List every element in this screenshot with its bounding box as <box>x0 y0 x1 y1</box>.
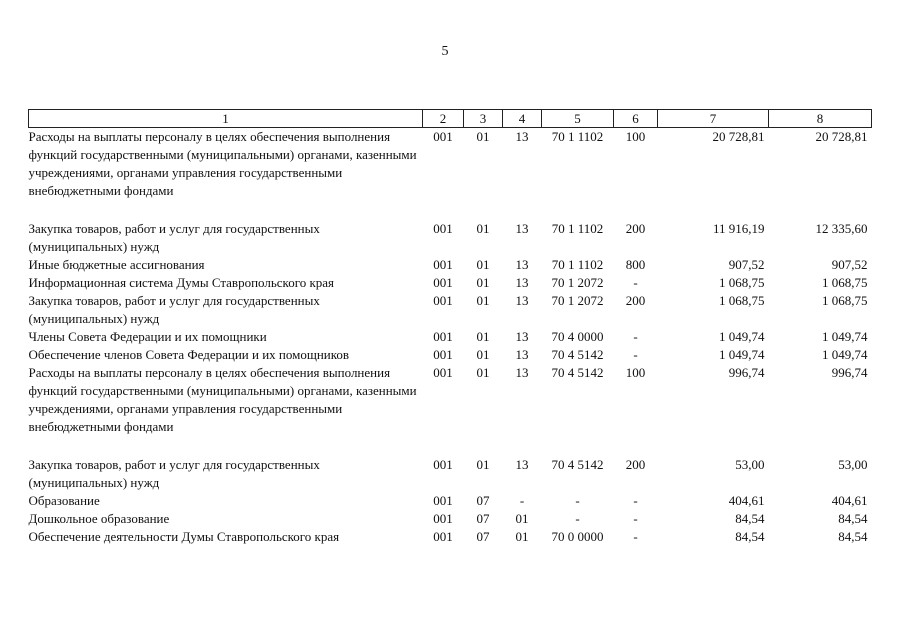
row-name-cell: Члены Совета Федерации и их помощники <box>28 329 267 344</box>
col3-cell: 07 <box>476 529 490 544</box>
col7-amount-cell: 84,54 <box>735 529 765 544</box>
col4-cell: 01 <box>515 529 529 544</box>
col8-amount-cell: 1 049,74 <box>822 347 868 362</box>
col8-amount-cell: 907,52 <box>831 257 868 272</box>
col3-cell: 01 <box>476 275 490 290</box>
col6-cell: - <box>633 529 638 544</box>
column-header: 7 <box>658 110 769 128</box>
col2-cell: 001 <box>433 457 453 472</box>
table-row <box>29 256 872 274</box>
col2-cell: 001 <box>433 221 453 236</box>
col2-cell: 001 <box>433 365 453 380</box>
col6-cell: 200 <box>625 221 646 236</box>
col4-cell: 13 <box>515 347 529 362</box>
col5-cell: 70 1 2072 <box>551 293 604 308</box>
col5-cell: 70 4 0000 <box>551 329 604 344</box>
row-name-cell: Расходы на выплаты персоналу в целях обеспечения выполнения функций государственными (муниципальными) органами, казенными учреждениями, органами управления государственными внебюджетными фондами <box>28 365 417 434</box>
col7-amount-cell: 1 068,75 <box>719 275 765 290</box>
col3-cell: 01 <box>476 329 490 344</box>
col5-cell: 70 0 0000 <box>551 529 604 544</box>
col3-cell: 01 <box>476 221 490 236</box>
col4-cell: 13 <box>515 329 529 344</box>
col4-cell: 13 <box>515 275 529 290</box>
col6-cell: 100 <box>625 129 646 144</box>
col3-cell: 01 <box>476 257 490 272</box>
budget-table <box>28 109 872 546</box>
col6-cell: 800 <box>625 257 646 272</box>
column-header: 5 <box>542 110 614 128</box>
table-row <box>29 128 872 221</box>
row-name-cell: Обеспечение деятельности Думы Ставропольского края <box>28 529 340 544</box>
col6-cell: - <box>633 493 638 508</box>
col5-cell: 70 1 1102 <box>551 221 604 236</box>
col4-cell: 13 <box>515 221 529 236</box>
row-name-cell: Обеспечение членов Совета Федерации и их помощников <box>28 347 350 362</box>
row-name-cell: Закупка товаров, работ и услуг для государственных (муниципальных) нужд <box>28 457 320 490</box>
column-header: 8 <box>769 110 872 128</box>
col7-amount-cell: 11 916,19 <box>712 221 765 236</box>
col5-cell: 70 4 5142 <box>551 347 604 362</box>
col7-amount-cell: 996,74 <box>728 365 765 380</box>
table-row <box>29 220 872 256</box>
page-number: 5 <box>441 44 449 59</box>
col2-cell: 001 <box>433 493 453 508</box>
col4-cell: 13 <box>515 457 529 472</box>
col2-cell: 001 <box>433 511 453 526</box>
col3-cell: 01 <box>476 365 490 380</box>
row-name-cell: Закупка товаров, работ и услуг для государственных (муниципальных) нужд <box>28 293 320 326</box>
table-header-row <box>29 110 872 128</box>
col5-cell: - <box>575 493 580 508</box>
col2-cell: 001 <box>433 293 453 308</box>
col2-cell: 001 <box>433 329 453 344</box>
row-name-cell: Иные бюджетные ассигнования <box>28 257 205 272</box>
col8-amount-cell: 84,54 <box>838 511 868 526</box>
col7-amount-cell: 84,54 <box>735 511 765 526</box>
row-name-cell: Информационная система Думы Ставропольского края <box>28 275 335 290</box>
col3-cell: 07 <box>476 493 490 508</box>
table-row <box>29 364 872 456</box>
col2-cell: 001 <box>433 275 453 290</box>
col4-cell: 13 <box>515 365 529 380</box>
col2-cell: 001 <box>433 529 453 544</box>
col7-amount-cell: 1 068,75 <box>719 293 765 308</box>
table-row <box>29 328 872 346</box>
col5-cell: 70 1 1102 <box>551 257 604 272</box>
column-header: 1 <box>29 110 423 128</box>
table-row <box>29 346 872 364</box>
col8-amount-cell: 996,74 <box>831 365 868 380</box>
col8-amount-cell: 1 068,75 <box>822 293 868 308</box>
column-header: 3 <box>464 110 503 128</box>
col4-cell: 01 <box>515 511 529 526</box>
row-name-cell: Расходы на выплаты персоналу в целях обеспечения выполнения функций государственными (муниципальными) органами, казенными учреждениями, органами управления государственными внебюджетными фондами <box>28 129 417 198</box>
col8-amount-cell: 1 049,74 <box>822 329 868 344</box>
row-name-cell: Закупка товаров, работ и услуг для государственных (муниципальных) нужд <box>28 221 320 254</box>
col3-cell: 01 <box>476 129 490 144</box>
row-name-cell: Образование <box>28 493 100 508</box>
col2-cell: 001 <box>433 347 453 362</box>
col3-cell: 01 <box>476 457 490 472</box>
table-row <box>29 274 872 292</box>
col3-cell: 07 <box>476 511 490 526</box>
col7-amount-cell: 1 049,74 <box>719 347 765 362</box>
table-row <box>29 292 872 328</box>
col5-cell: 70 1 1102 <box>551 129 604 144</box>
col5-cell: - <box>575 511 580 526</box>
col6-cell: 200 <box>625 457 646 472</box>
col8-amount-cell: 20 728,81 <box>815 129 868 144</box>
col4-cell: 13 <box>515 257 529 272</box>
table-row <box>29 492 872 510</box>
table-row <box>29 528 872 546</box>
col6-cell: - <box>633 275 638 290</box>
col4-cell: 13 <box>515 293 529 308</box>
table-row <box>29 510 872 528</box>
col7-amount-cell: 1 049,74 <box>719 329 765 344</box>
col2-cell: 001 <box>433 257 453 272</box>
col6-cell: - <box>633 329 638 344</box>
row-name-cell: Дошкольное образование <box>28 511 170 526</box>
col6-cell: 200 <box>625 293 646 308</box>
column-header: 2 <box>423 110 464 128</box>
col6-cell: - <box>633 511 638 526</box>
column-header: 6 <box>614 110 658 128</box>
col7-amount-cell: 404,61 <box>728 493 765 508</box>
col5-cell: 70 4 5142 <box>551 457 604 472</box>
col7-amount-cell: 907,52 <box>728 257 765 272</box>
col8-amount-cell: 53,00 <box>838 457 868 472</box>
col5-cell: 70 1 2072 <box>551 275 604 290</box>
col8-amount-cell: 404,61 <box>831 493 868 508</box>
col6-cell: 100 <box>625 365 646 380</box>
column-header: 4 <box>503 110 542 128</box>
col3-cell: 01 <box>476 347 490 362</box>
col6-cell: - <box>633 347 638 362</box>
col2-cell: 001 <box>433 129 453 144</box>
table-row <box>29 456 872 492</box>
col4-cell: 13 <box>515 129 529 144</box>
col7-amount-cell: 20 728,81 <box>712 129 765 144</box>
col8-amount-cell: 84,54 <box>838 529 868 544</box>
col3-cell: 01 <box>476 293 490 308</box>
col4-cell: - <box>519 493 525 508</box>
col8-amount-cell: 12 335,60 <box>815 221 868 236</box>
col8-amount-cell: 1 068,75 <box>822 275 868 290</box>
col7-amount-cell: 53,00 <box>735 457 765 472</box>
col5-cell: 70 4 5142 <box>551 365 604 380</box>
